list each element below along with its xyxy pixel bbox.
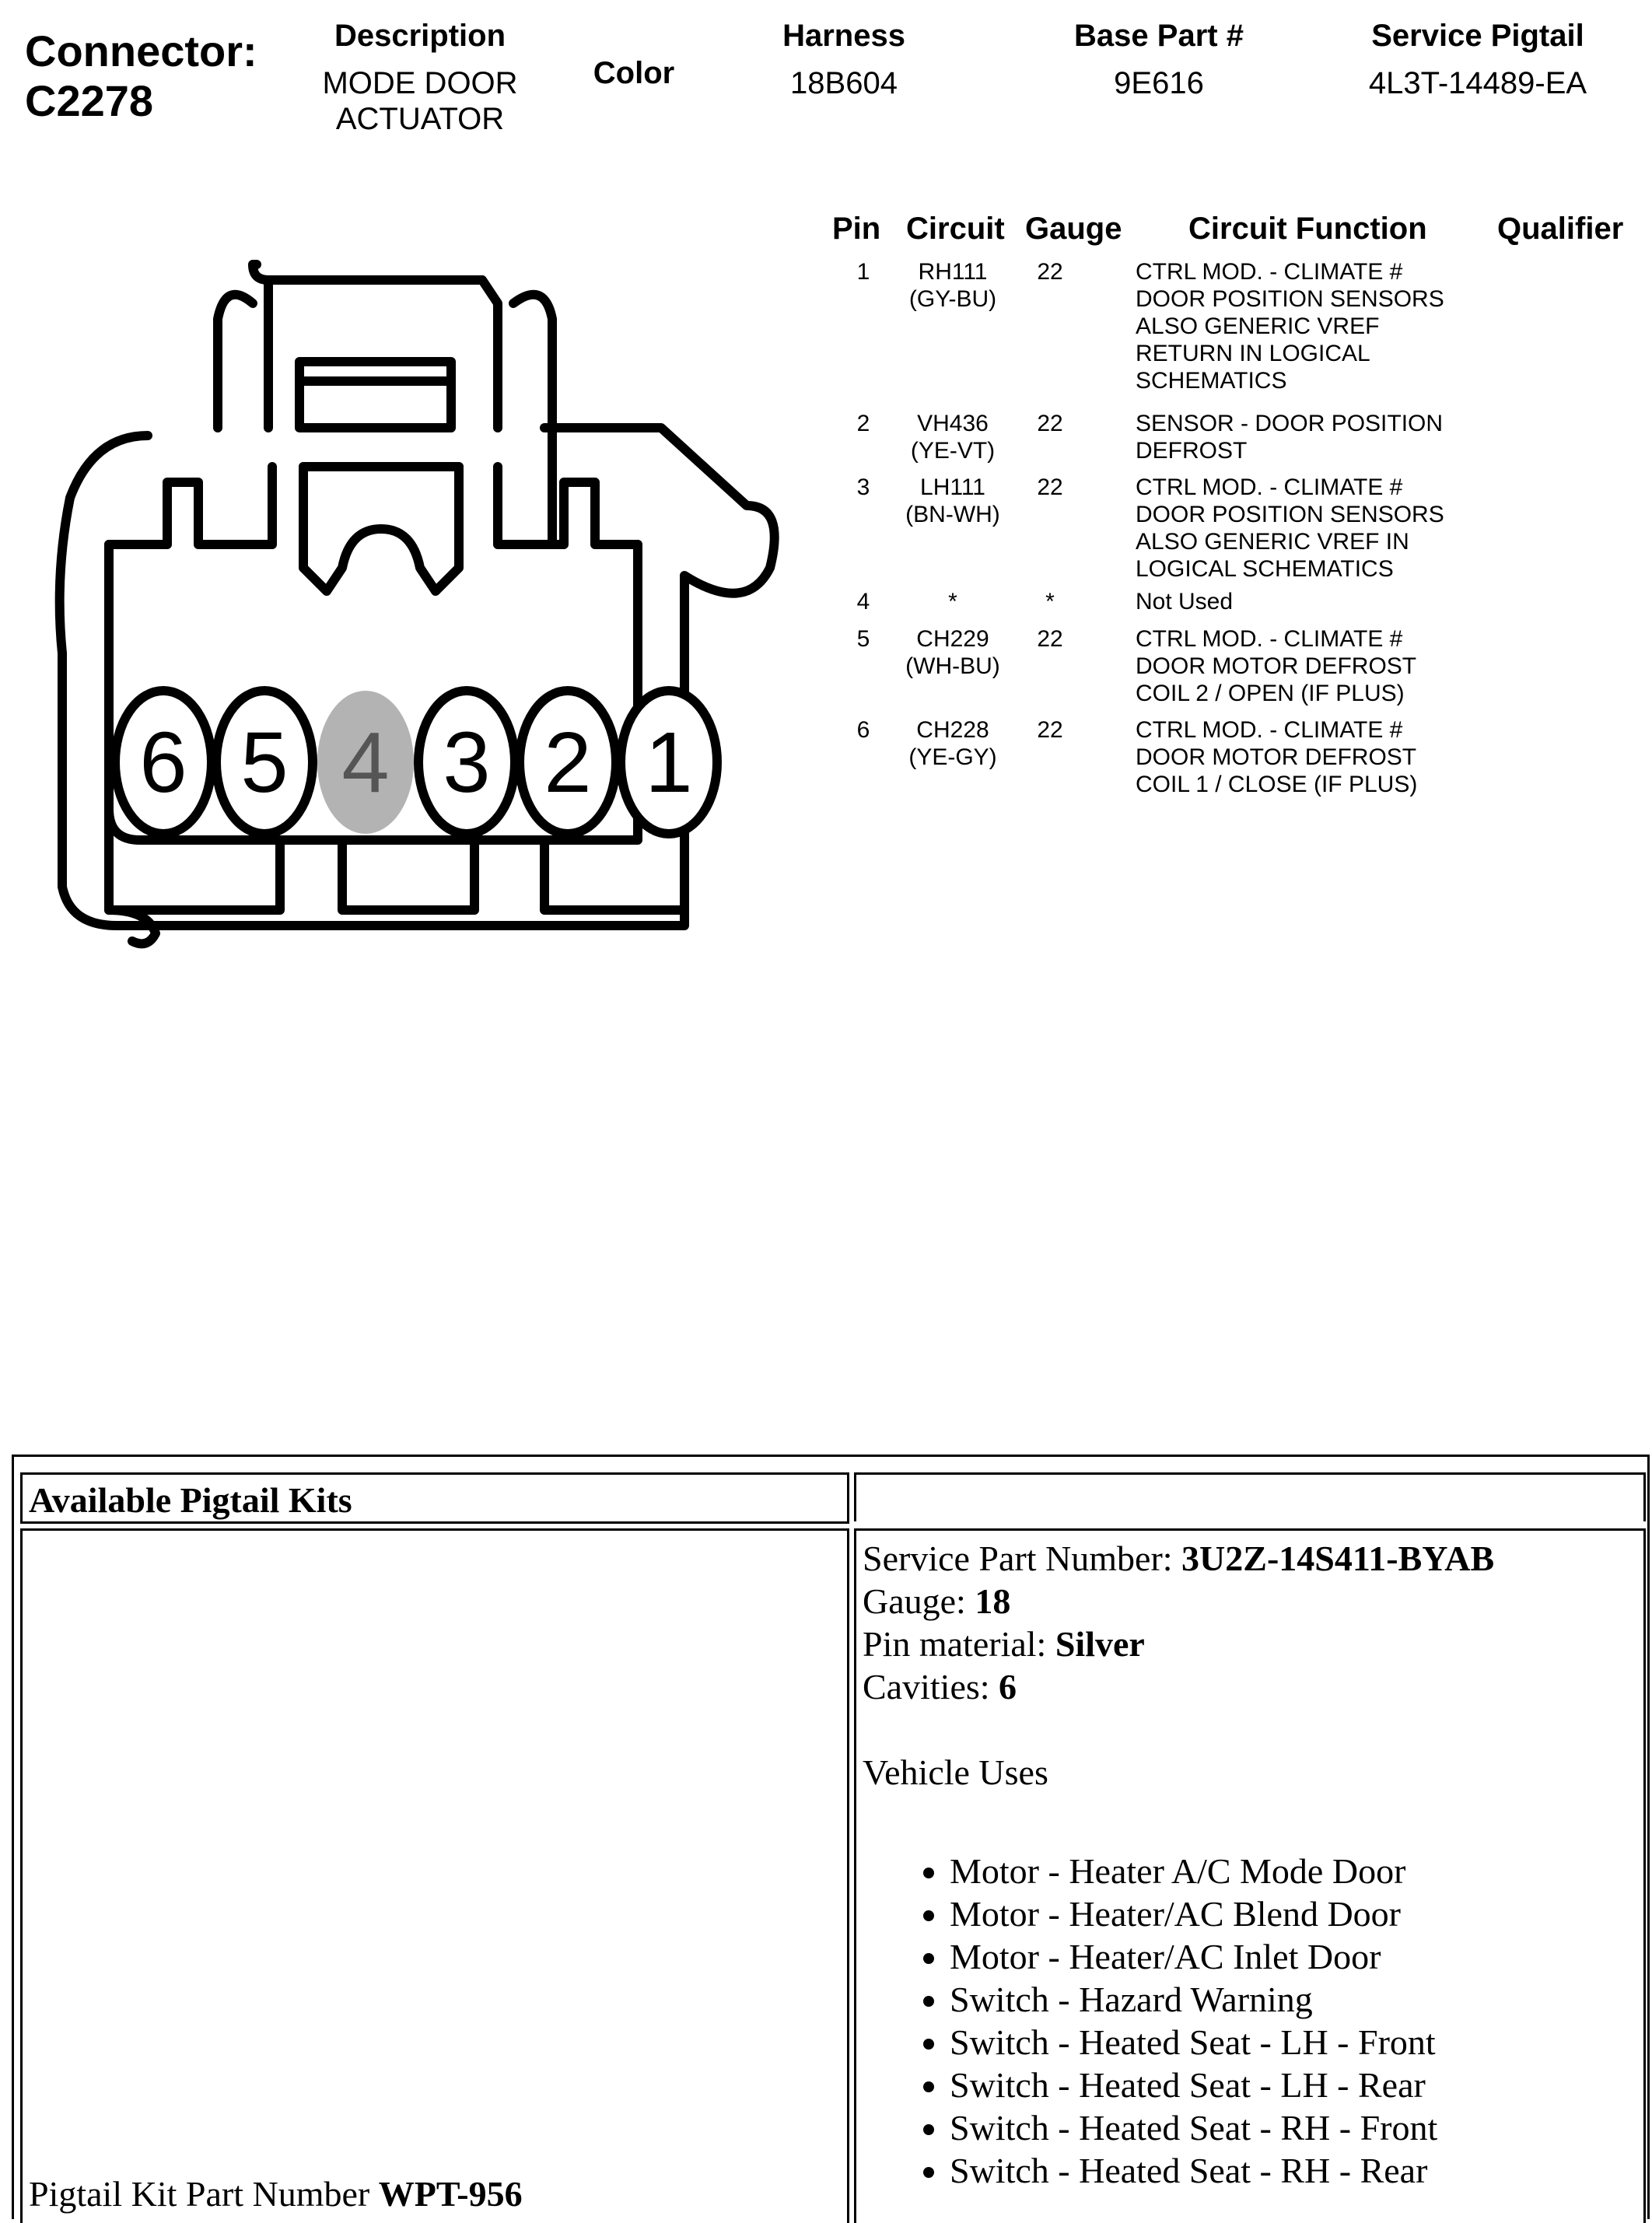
pin-number: 4 bbox=[856, 589, 870, 614]
connector-latch-window bbox=[299, 362, 451, 428]
description-label: Description bbox=[334, 19, 506, 53]
pin-number: 1 bbox=[856, 259, 870, 285]
connector-label: Connector: bbox=[25, 26, 257, 75]
wire-color: (GY-BU) bbox=[908, 286, 997, 312]
circuit-id: RH111 bbox=[918, 259, 988, 285]
connector-key bbox=[303, 467, 459, 591]
kits-header-right-cell bbox=[854, 1472, 1646, 1521]
vehicle-use-item: • Motor - Heater A/C Mode Door bbox=[950, 1850, 1437, 1892]
function-column-header: Circuit Function bbox=[1188, 212, 1427, 246]
kit-gauge-label: Gauge: bbox=[863, 1581, 975, 1621]
circuit-id: CH229 bbox=[916, 626, 989, 652]
gauge-value: 22 bbox=[1037, 259, 1063, 285]
base-part-value: 9E616 bbox=[1114, 66, 1204, 100]
gauge-value: 22 bbox=[1037, 717, 1063, 743]
cavities bbox=[863, 1665, 1494, 1708]
qualifier-column-header: Qualifier bbox=[1497, 212, 1624, 246]
cavity-label: 6 bbox=[139, 715, 187, 810]
circuit-id: LH111 bbox=[920, 474, 985, 500]
harness-value: 18B604 bbox=[790, 66, 898, 100]
pigtail-kits-table bbox=[12, 1455, 1650, 2219]
gauge-value: * bbox=[1045, 589, 1055, 614]
circuit-function: CTRL MOD. - CLIMATE # DOOR MOTOR DEFROST COIL 2 / OPEN (IF PLUS) bbox=[1136, 626, 1417, 706]
service-pigtail-value: 4L3T-14489-EA bbox=[1368, 66, 1587, 100]
pin-number: 6 bbox=[856, 717, 870, 743]
service-part-number bbox=[863, 1537, 1494, 1580]
cavity-label: 1 bbox=[645, 715, 693, 810]
vehicle-use-item: • Switch - Heated Seat - LH - Rear bbox=[950, 2064, 1437, 2106]
service-part-value: 3U2Z-14S411-BYAB bbox=[1181, 1539, 1495, 1578]
kit-gauge bbox=[863, 1580, 1494, 1623]
service-pigtail-label: Service Pigtail bbox=[1371, 19, 1584, 53]
circuit-cell bbox=[902, 625, 1003, 680]
cavity-label: 5 bbox=[240, 715, 289, 810]
harness-label: Harness bbox=[782, 19, 905, 53]
gauge-value: 22 bbox=[1037, 411, 1063, 436]
color-label: Color bbox=[593, 56, 675, 90]
description-line1: MODE DOOR bbox=[322, 66, 518, 100]
vehicle-use-item: • Motor - Heater/AC Inlet Door bbox=[950, 1935, 1437, 1978]
wire-color: (YE-VT) bbox=[910, 438, 996, 464]
cavities-label: Cavities: bbox=[863, 1667, 999, 1707]
wire-color: (BN-WH) bbox=[905, 502, 1000, 527]
kits-title: Available Pigtail Kits bbox=[29, 1480, 352, 1520]
vehicle-use-item: • Switch - Heated Seat - RH - Rear bbox=[950, 2149, 1437, 2192]
connector-title bbox=[25, 26, 257, 126]
description-value bbox=[296, 65, 544, 137]
cavity-label: 4 bbox=[341, 715, 390, 810]
service-part-label: Service Part Number: bbox=[863, 1539, 1182, 1578]
circuit-function: CTRL MOD. - CLIMATE # DOOR POSITION SENSORS ALSO GENERIC VREF RETURN IN LOGICAL SCHEMATICS bbox=[1136, 259, 1444, 394]
circuit-function: CTRL MOD. - CLIMATE # DOOR POSITION SENSORS ALSO GENERIC VREF IN LOGICAL SCHEMATICS bbox=[1136, 474, 1444, 582]
cavities-value: 6 bbox=[999, 1667, 1017, 1707]
pin-number: 2 bbox=[856, 411, 870, 436]
gauge-value: 22 bbox=[1037, 474, 1063, 500]
pin-column-header: Pin bbox=[832, 212, 881, 246]
pin-material-label: Pin material: bbox=[863, 1624, 1055, 1664]
circuit-cell bbox=[902, 588, 1003, 615]
pin-material-value: Silver bbox=[1055, 1624, 1145, 1664]
circuit-function: SENSOR - DOOR POSITION DEFROST bbox=[1136, 411, 1444, 464]
connector-face-diagram bbox=[47, 249, 793, 964]
kit-part-value: WPT-956 bbox=[378, 2174, 523, 2214]
pin-number: 3 bbox=[856, 474, 870, 500]
cavity-label: 2 bbox=[544, 715, 592, 810]
vehicle-uses-list bbox=[903, 1850, 1437, 2192]
cavity-label: 3 bbox=[443, 715, 491, 810]
base-part-label: Base Part # bbox=[1074, 19, 1244, 53]
connector-id: C2278 bbox=[25, 76, 154, 125]
kit-part-label: Pigtail Kit Part Number bbox=[29, 2174, 379, 2214]
pin-number: 5 bbox=[856, 626, 870, 652]
circuit-cell bbox=[902, 258, 1003, 313]
vehicle-use-item: • Switch - Heated Seat - RH - Front bbox=[950, 2106, 1437, 2149]
circuit-cell bbox=[902, 716, 1003, 771]
circuit-id: VH436 bbox=[917, 411, 989, 436]
vehicle-use-item: • Motor - Heater/AC Blend Door bbox=[950, 1892, 1437, 1935]
circuit-column-header: Circuit bbox=[906, 212, 1005, 246]
kits-header-cell bbox=[20, 1472, 849, 1524]
circuit-cell bbox=[902, 410, 1003, 464]
wire-color: (WH-BU) bbox=[905, 653, 1000, 679]
gauge-value: 22 bbox=[1037, 626, 1063, 652]
circuit-function: Not Used bbox=[1136, 589, 1234, 614]
kit-image-cell bbox=[20, 1528, 849, 2223]
description-line2: ACTUATOR bbox=[335, 102, 505, 136]
connector-right-ear bbox=[513, 295, 552, 544]
circuit-cell bbox=[902, 474, 1003, 528]
pin-material bbox=[863, 1623, 1494, 1665]
vehicle-uses-label: Vehicle Uses bbox=[863, 1752, 1048, 1792]
vehicle-use-item: • Switch - Heated Seat - LH - Front bbox=[950, 2021, 1437, 2064]
kit-details bbox=[863, 1537, 1494, 1794]
circuit-id: CH228 bbox=[916, 717, 989, 743]
kit-details-cell bbox=[854, 1528, 1646, 2223]
circuit-function: CTRL MOD. - CLIMATE # DOOR MOTOR DEFROST COIL 1 / CLOSE (IF PLUS) bbox=[1136, 717, 1418, 797]
connector-left-ear bbox=[218, 295, 253, 428]
kit-gauge-value: 18 bbox=[975, 1581, 1011, 1621]
vehicle-use-item: • Switch - Hazard Warning bbox=[950, 1978, 1437, 2021]
gauge-column-header: Gauge bbox=[1025, 212, 1122, 246]
circuit-id: * bbox=[948, 589, 957, 614]
wire-color: (YE-GY) bbox=[908, 744, 997, 770]
